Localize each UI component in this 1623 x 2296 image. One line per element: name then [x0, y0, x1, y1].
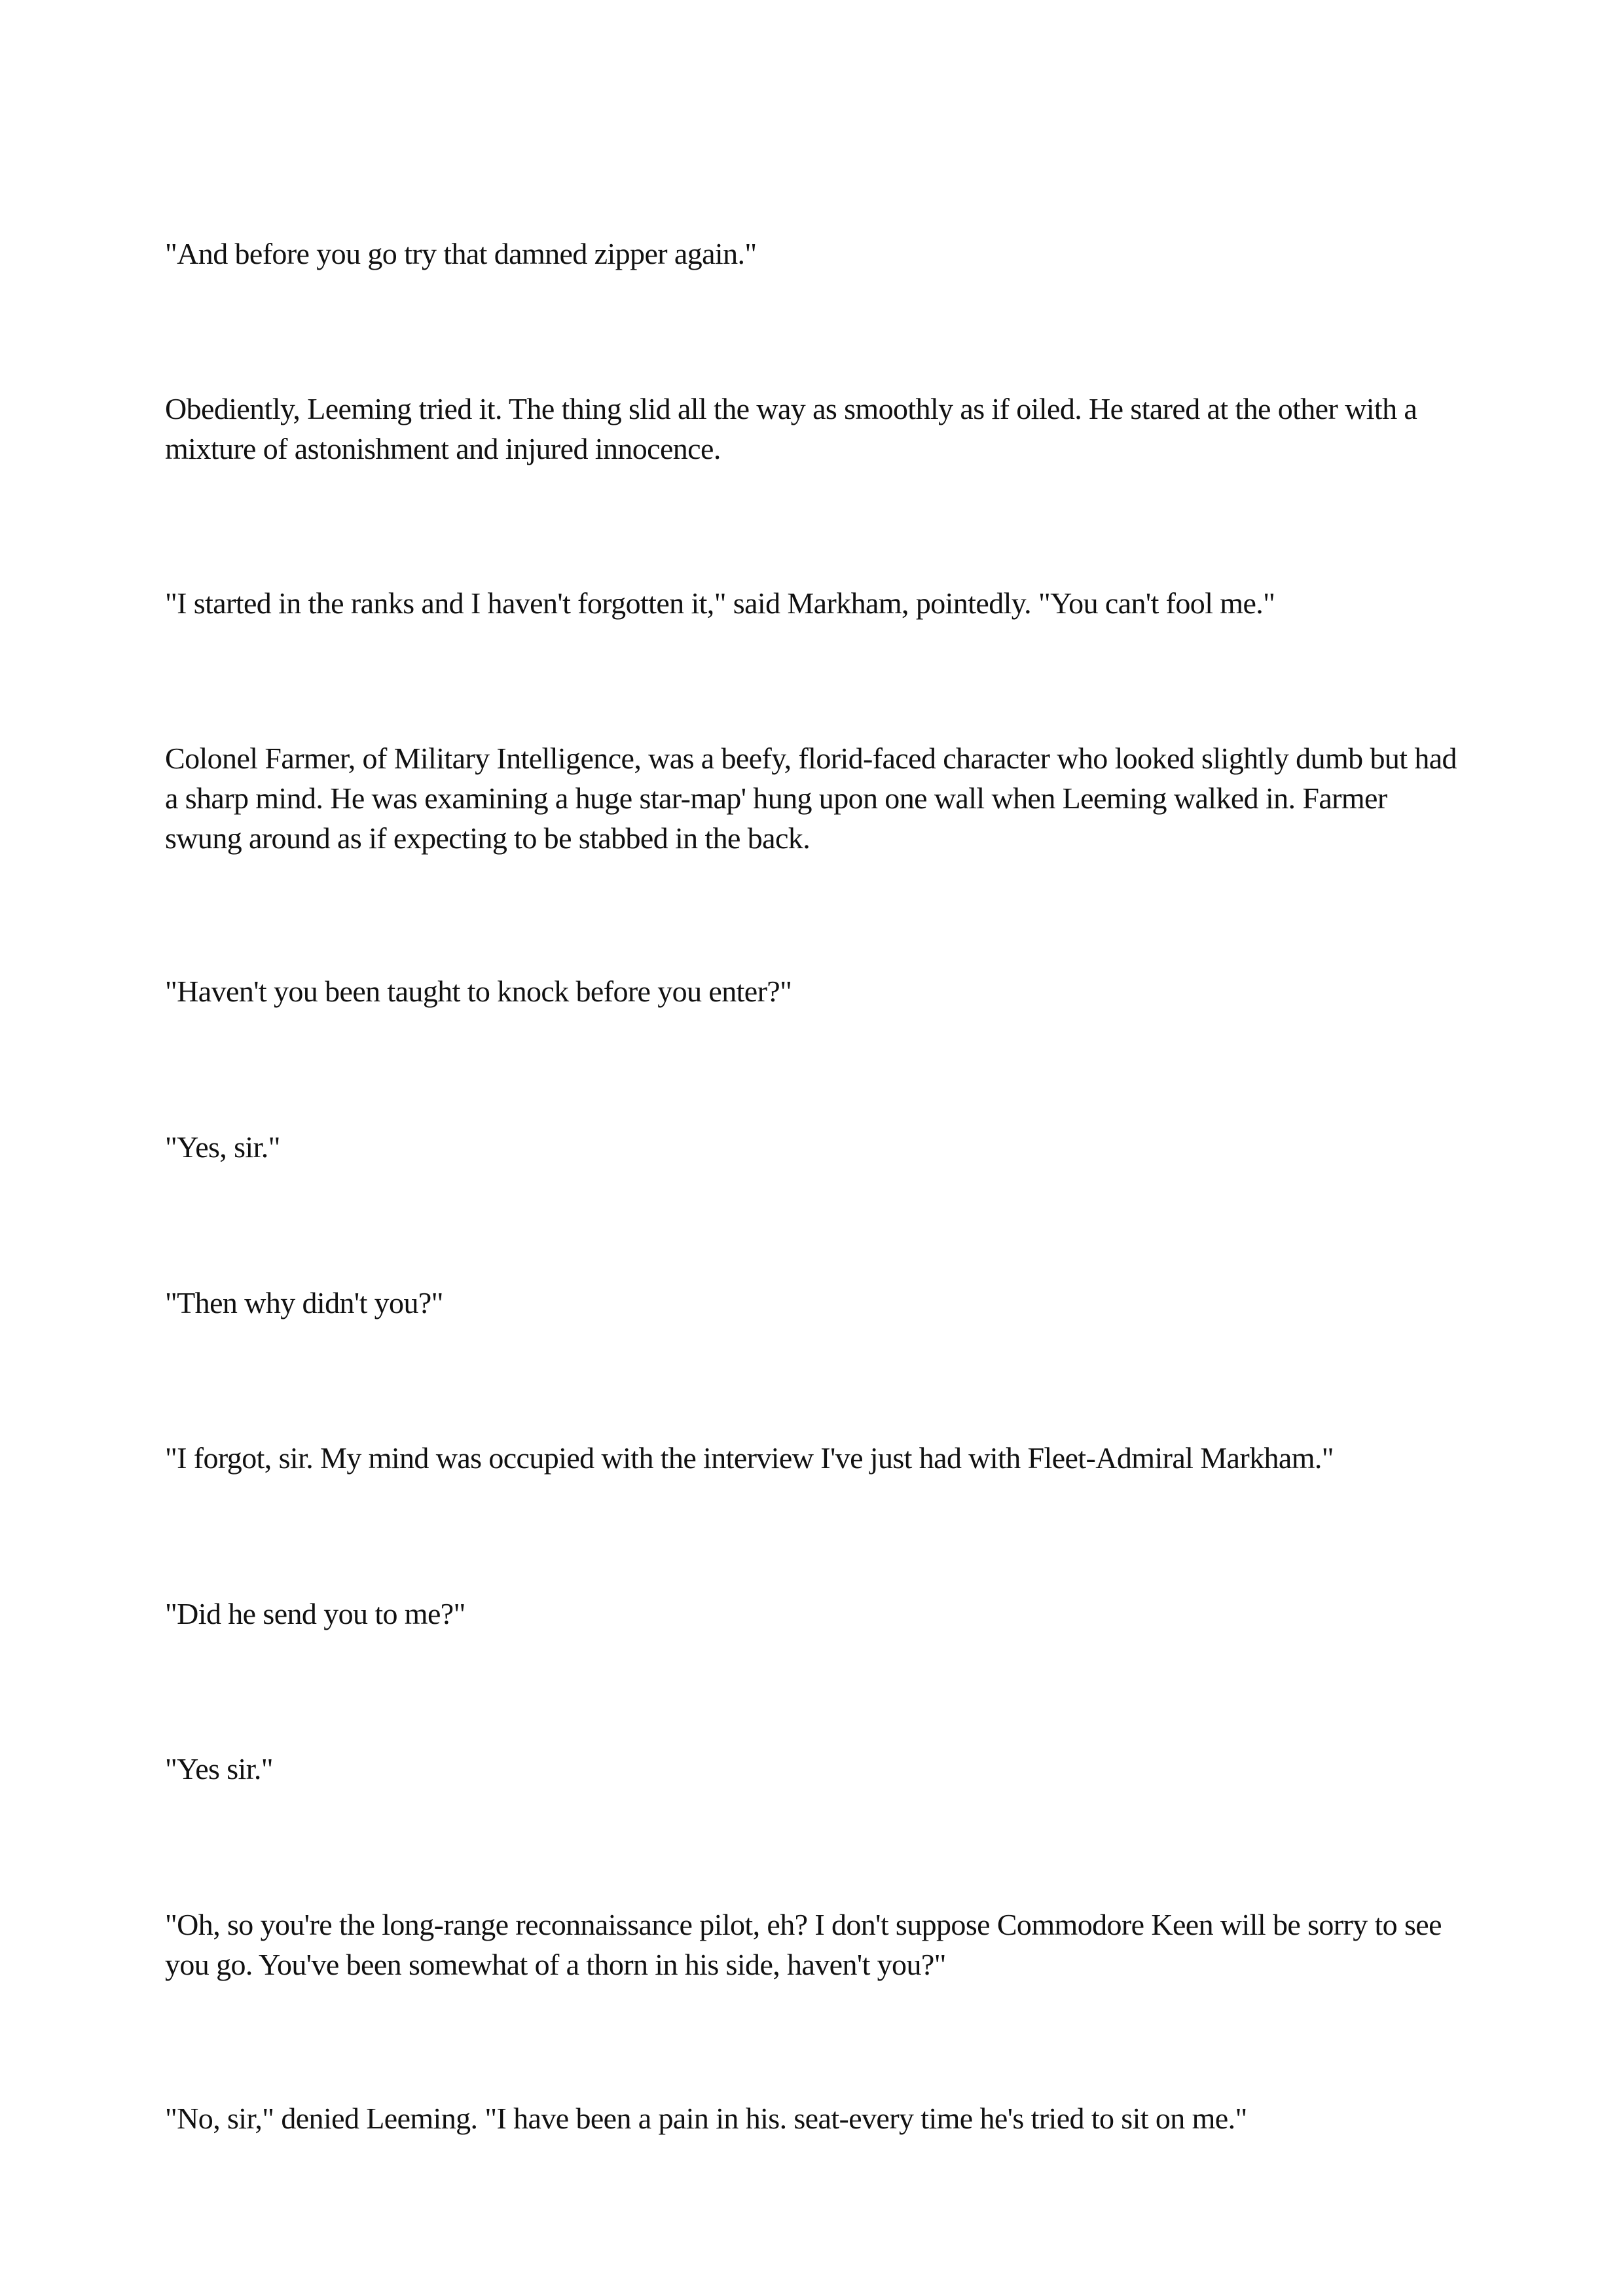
paragraph-12: "No, sir," denied Leeming. "I have been a pain in his. seat-every time he's tried to sit on me." [165, 2102, 1247, 2135]
paragraph-10: "Yes sir." [165, 1752, 273, 1785]
paragraph-11: "Oh, so you're the long-range reconnaissance pilot, eh? I don't suppose Commodore Keen will be sorry to see you go. You've been somewhat of a thorn in his side, haven't you?" [165, 1908, 1442, 1981]
paragraph-6: "Yes, sir." [165, 1130, 280, 1164]
paragraph-7: "Then why didn't you?" [165, 1286, 443, 1319]
paragraph-2: Obediently, Leeming tried it. The thing slid all the way as smoothly as if oiled. He stared at the other with a mixture of astonishment and injured innocence. [165, 392, 1417, 465]
paragraph-8: "I forgot, sir. My mind was occupied with the interview I've just had with Fleet-Admiral Markham." [165, 1441, 1334, 1475]
paragraph-9: "Did he send you to me?" [165, 1597, 465, 1630]
paragraph-5: "Haven't you been taught to knock before you enter?" [165, 975, 792, 1008]
paragraph-1: "And before you go try that damned zipper again." [165, 237, 757, 270]
paragraph-4: Colonel Farmer, of Military Intelligence, was a beefy, florid-faced character who looked slightly dumb but had a sharp mind. He was examining a huge star-map' hung upon one wall when Leeming walked in. Farmer swung around as if expecting to be stabbed in the back. [165, 742, 1457, 855]
paragraph-3: "I started in the ranks and I haven't forgotten it," said Markham, pointedly. "You can't fool me." [165, 586, 1275, 620]
